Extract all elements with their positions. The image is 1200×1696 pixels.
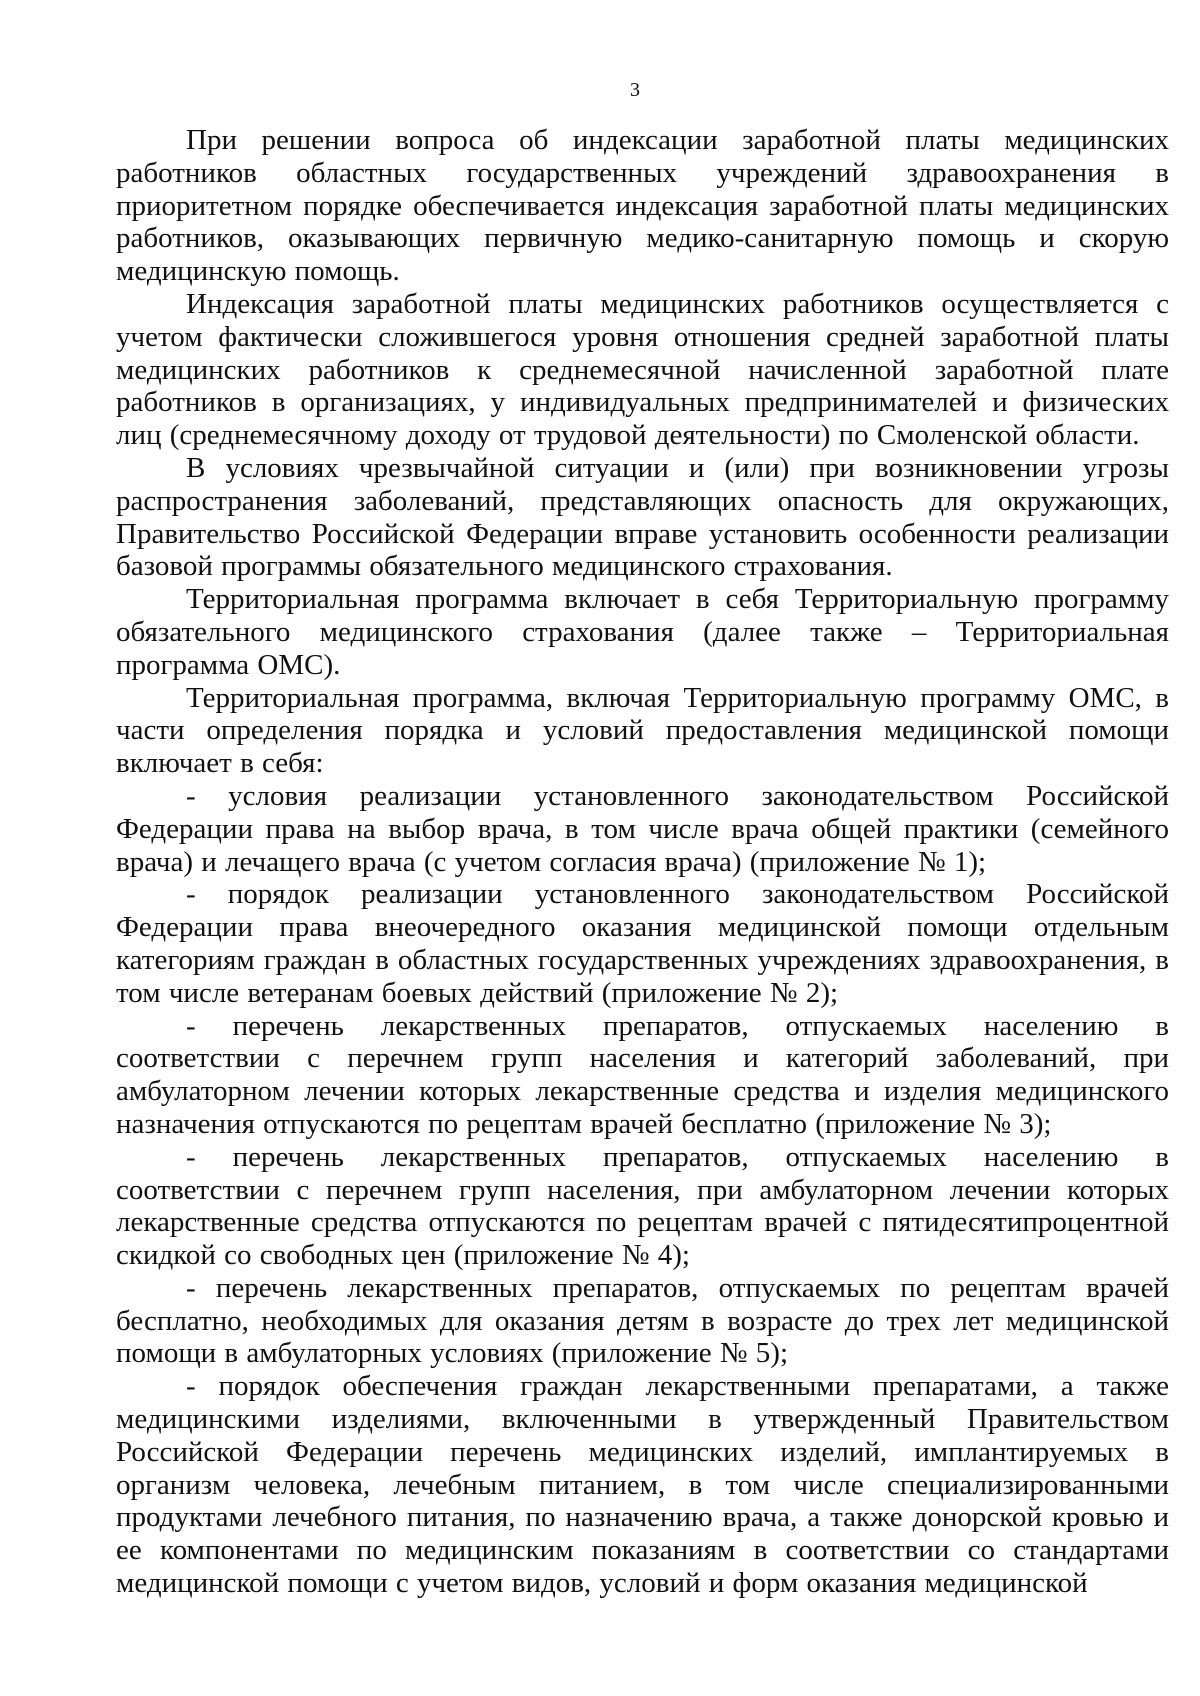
paragraph-program-conditions: Территориальная программа, включая Территориальную программу ОМС, в части определения порядка и условий предоставления медицинской помощи включает в себя: <box>116 681 1169 780</box>
paragraph-salary-indexation-priority: При решении вопроса об индексации заработной платы медицинских работников областных государственных учреждений здравоохранения в приоритетном порядке обеспечивается индексация заработной платы медицинских работников, оказывающих первичную медико-санитарную помощь и скорую медицинскую помощь. <box>116 124 1169 288</box>
page-number: 3 <box>630 79 640 101</box>
list-item-children-drugs: - перечень лекарственных препаратов, отпускаемых по рецептам врачей бесплатно, необходимых для оказания детям в возрасте до трех лет медицинской помощи в амбулаторных условиях (приложение № 5); <box>116 1271 1169 1370</box>
list-item-discount-drugs: - перечень лекарственных препаратов, отпускаемых населению в соответствии с перечнем групп населения, при амбулаторном лечении которых лекарственные средства отпускаются по рецептам врачей с пятидесятипроцентной скидкой со свободных цен (приложение № 4); <box>116 1140 1169 1272</box>
paragraph-salary-indexation-basis: Индексация заработной платы медицинских работников осуществляется с учетом фактически сложившегося уровня отношения средней заработной платы медицинских работников к среднемесячной начисленной заработной плате работников в организациях, у индивидуальных предпринимателей и физических лиц (среднемесячному доходу от трудовой деятельности) по Смоленской области. <box>116 287 1169 452</box>
list-item-provision-order: - порядок обеспечения граждан лекарственными препаратами, а также медицинскими изделиями, включенными в утвержденный Правительством Российской Федерации перечень медицинских изделий, имплантируемых в организм человека, лечебным питанием, в том числе специализированными продуктами лечебного питания, по назначению врача, а также донорской кровью и ее компонентами по медицинским показаниям в соответствии со стандартами медицинской помощи с учетом видов, условий и форм оказания медицинской <box>116 1370 1169 1600</box>
paragraph-emergency-situation: В условиях чрезвычайной ситуации и (или) при возникновении угрозы распространения заболеваний, представляющих опасность для окружающих, Правительство Российской Федерации вправе установить особенности реализации базовой программы обязательного медицинского страхования. <box>116 451 1169 583</box>
paragraph-program-includes: Территориальная программа включает в себя Территориальную программу обязательного медицинского страхования (далее также – Территориальная программа ОМС). <box>116 583 1169 681</box>
document-body <box>116 124 1169 1600</box>
list-item-free-drugs: - перечень лекарственных препаратов, отпускаемых населению в соответствии с перечнем групп населения и категорий заболеваний, при амбулаторном лечении которых лекарственные средства и изделия медицинского назначения отпускаются по рецептам врачей бесплатно (приложение № 3); <box>116 1009 1169 1140</box>
list-item-doctor-choice: - условия реализации установленного законодательством Российской Федерации права на выбор врача, в том числе врача общей практики (семейного врача) и лечащего врача (с учетом согласия врача) (приложение № 1); <box>116 779 1169 878</box>
list-item-priority-care: - порядок реализации установленного законодательством Российской Федерации права внеочередного оказания медицинской помощи отдельным категориям граждан в областных государственных учреждениях здравоохранения, в том числе ветеранам боевых действий (приложение № 2); <box>116 878 1169 1009</box>
